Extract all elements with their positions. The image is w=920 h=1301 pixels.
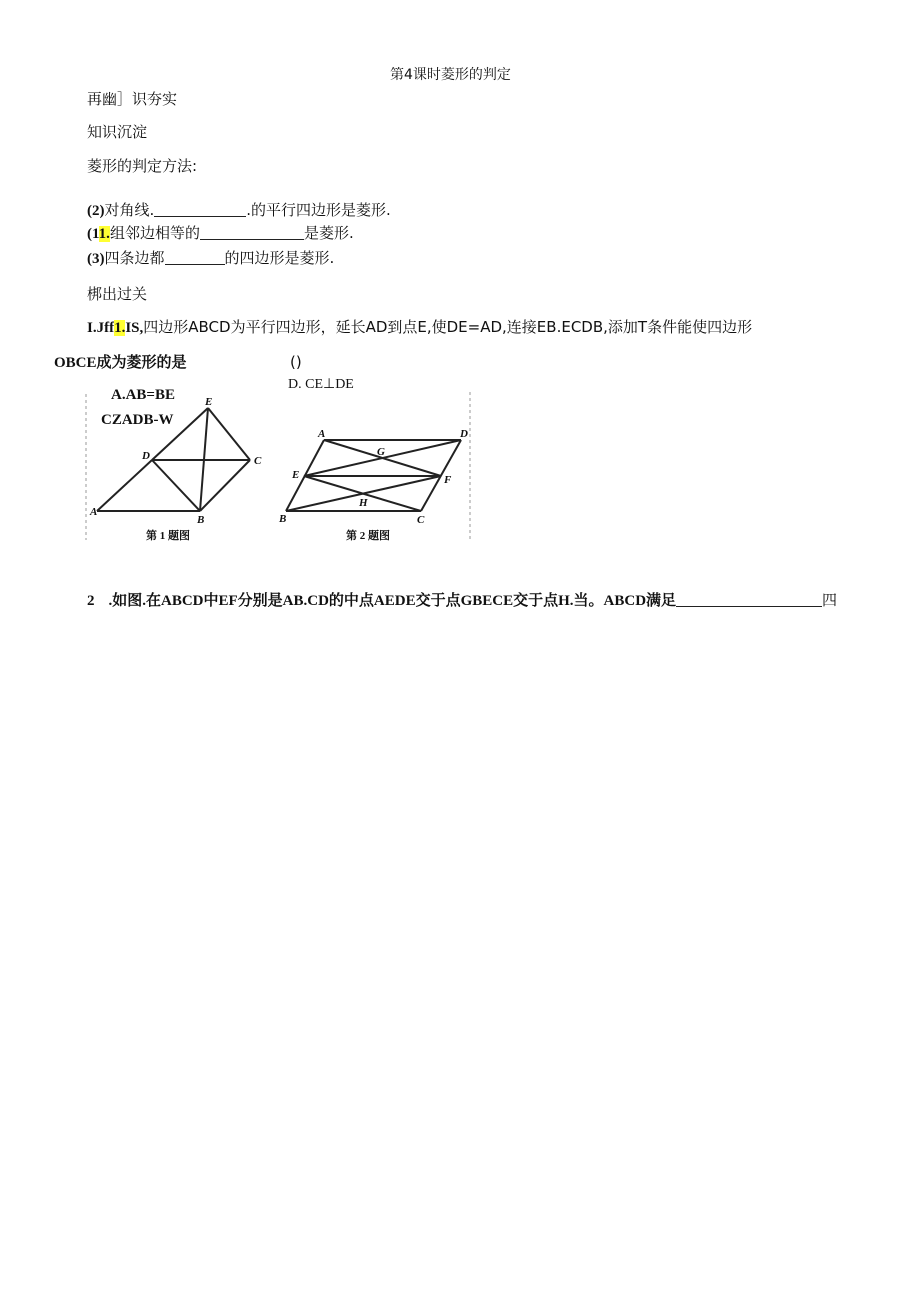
question-1-line2 [54,352,187,373]
page-title: 第4课时菱形的判定 [390,67,511,83]
item-text-pre: 组邻边相等的 [109,224,200,242]
q1-lead: IS, [125,320,144,336]
label-e: E [205,396,213,408]
label-c: C [417,514,425,526]
item-number: (1 [87,226,100,242]
highlighted-number: 1. [114,320,126,336]
option-a[interactable]: A.AB=BE [111,387,175,403]
q2-tail: 四 [822,591,838,609]
item-number: (3) [87,251,105,267]
label-c: C [254,455,262,467]
q2-number: 2 [87,593,95,609]
q2-text: .如图.在ABCD中EF分别是AB.CD的中点AEDE交于点GBECE交于点H.当。ABCD满足 [108,593,677,609]
item-text-pre: 四条边都 [104,249,165,267]
section-header: 再幽］识夯实 [87,90,178,108]
option-c[interactable]: CZADB-W [101,412,174,428]
answer-blank[interactable] [200,225,304,240]
label-f: F [444,474,452,486]
option-d[interactable]: D. CE⊥DE [288,377,354,392]
q1-lead: I.Jff [87,320,115,336]
item-text-post: 是菱形. [303,224,354,242]
figure-caption: 第 2 题图 [346,530,390,542]
answer-blank[interactable] [165,250,225,265]
figure-1 [80,388,280,548]
label-a: A [90,506,98,518]
label-e: E [292,469,300,481]
label-g: G [377,446,385,458]
section-title-practice: 梆出过关 [87,285,148,303]
label-d: D [460,428,468,440]
method-item-1 [87,223,354,244]
item-text-pre: 对角线. [104,201,155,219]
method-item-2 [87,200,391,221]
answer-blank[interactable] [676,592,822,607]
label-b: B [279,513,287,525]
question-2 [87,590,837,611]
label-a: A [318,428,326,440]
q1-text: 四边形ABCD为平行四边形，延长AD到点E,使DE=AD,连接EB.ECDB,添加T条件能使四边形 [143,318,753,336]
item-text-post: 的四边形是菱形. [224,249,335,267]
figure-caption: 第 1 题图 [146,530,190,542]
label-d: D [142,450,150,462]
q1-line2: OBCE成为菱形的是 [54,355,187,371]
question-1-line1 [87,317,752,338]
methods-intro: 菱形的判定方法: [87,157,198,175]
section-title-knowledge: 知识沉淀 [87,123,148,141]
method-item-3 [87,248,334,269]
highlighted-number: 1. [99,226,110,242]
item-text-post: .的平行四边形是菱形. [246,201,391,219]
label-b: B [197,514,205,526]
label-h: H [359,497,368,509]
answer-paren[interactable]: () [290,353,302,371]
item-number: (2) [87,203,105,219]
answer-blank[interactable] [154,202,246,217]
figure-2 [274,388,478,548]
